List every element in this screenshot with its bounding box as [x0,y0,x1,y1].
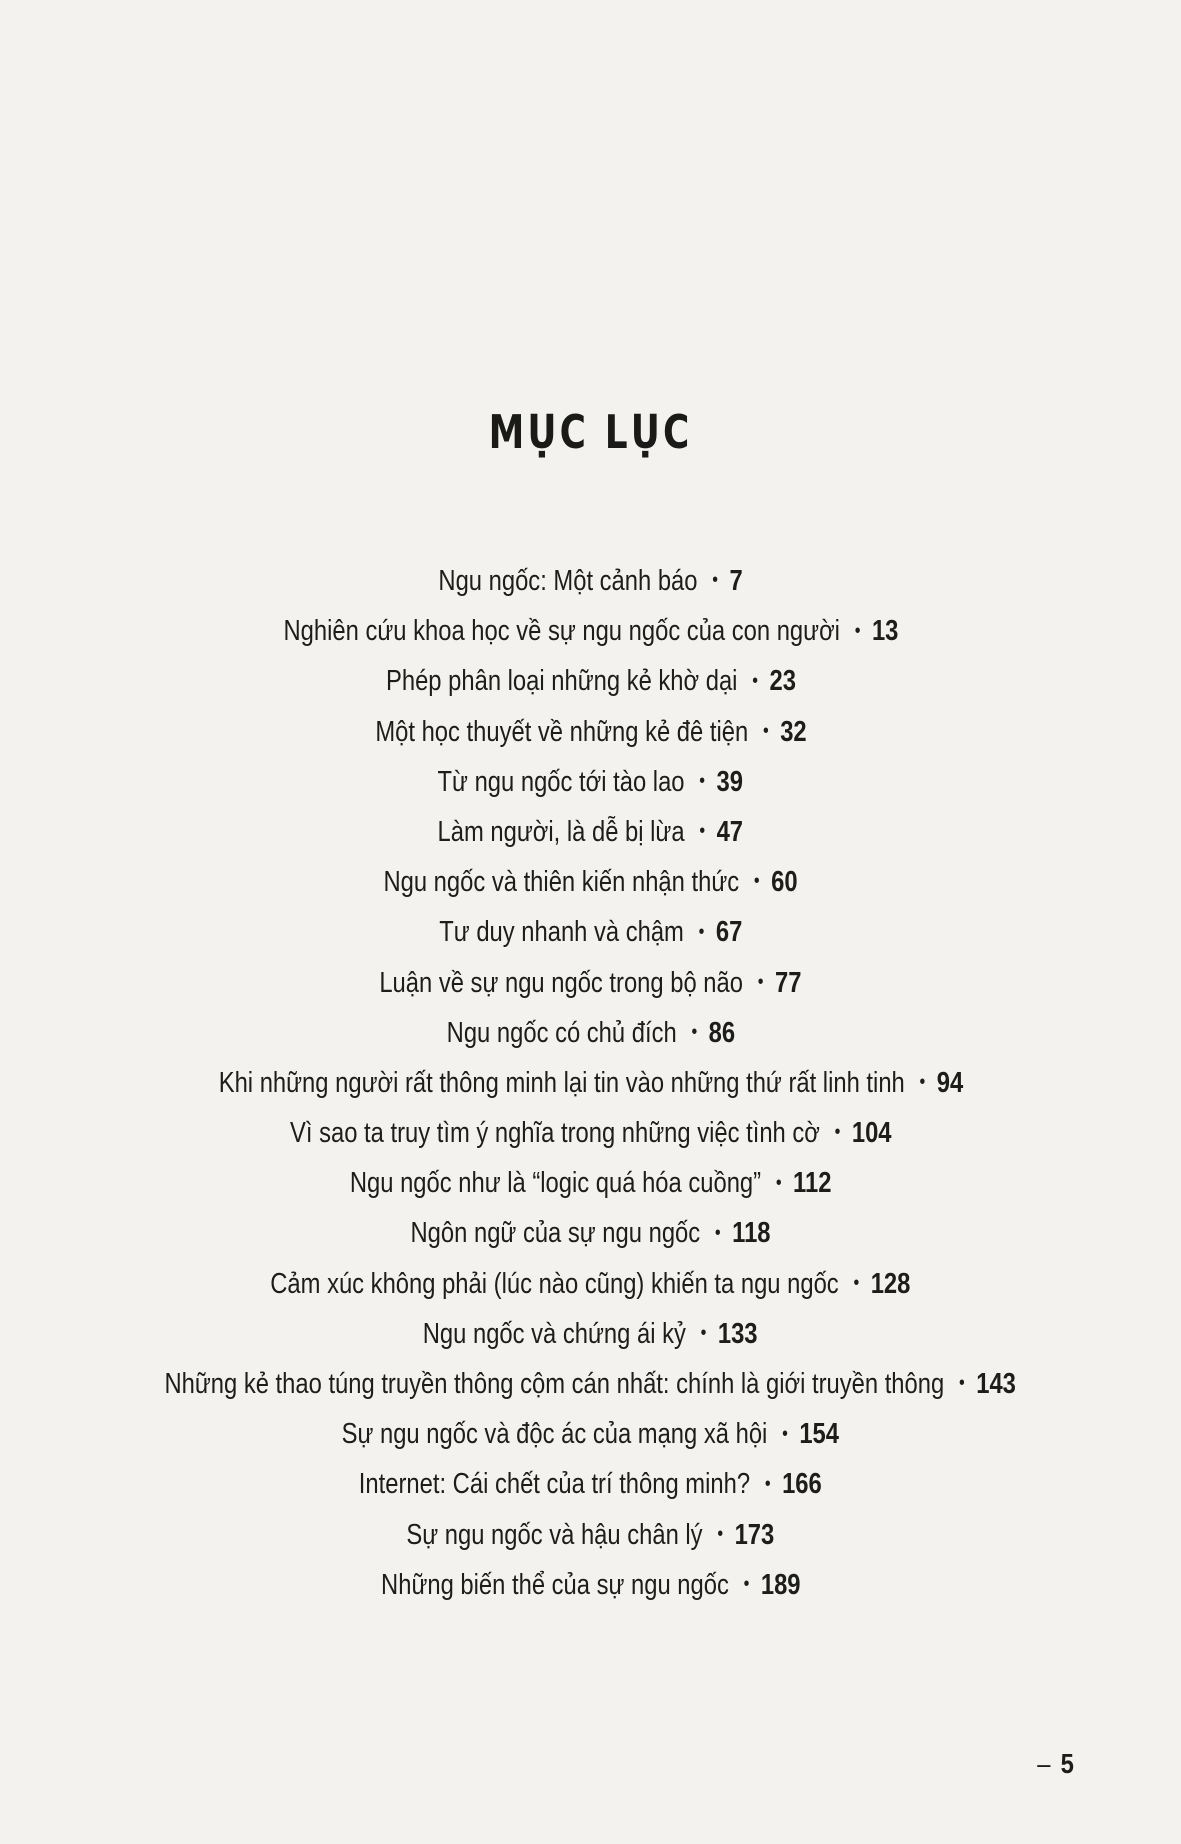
toc-page-number: 133 [718,1317,758,1350]
toc-entry-content [423,1309,758,1360]
toc-entry-content [410,1208,770,1259]
toc-page-number: 112 [792,1167,832,1200]
toc-entry-content [446,1008,734,1059]
toc-page-number: 118 [732,1217,771,1250]
bullet-separator: • [854,619,861,642]
toc-entry-title: Ngu ngốc và thiên kiến nhận thức [383,866,740,899]
toc-page-number: 23 [769,665,796,698]
bullet-separator: • [757,970,764,993]
toc-entry-title: Làm người, là dễ bị lừa [437,815,685,848]
toc-entry [0,757,1181,807]
bullet-separator: • [765,1472,771,1495]
toc-entry-content [439,907,742,958]
toc-entry-title: Internet: Cái chết của trí thông minh? [359,1468,751,1501]
table-of-contents [0,556,1181,1610]
toc-entry-content [350,1158,832,1209]
toc-entry-title: Ngu ngốc: Một cảnh báo [438,565,698,597]
toc-page-number: 94 [936,1066,963,1099]
toc-entry-title: Ngu ngốc như là “logic quá hóa cuồng” [349,1167,761,1200]
toc-entry-content [381,1560,800,1611]
bullet-separator: • [853,1271,860,1294]
bullet-separator: • [775,1171,782,1194]
toc-entry-content [270,1259,910,1310]
toc-page-number: 60 [771,866,798,899]
toc-entry [0,707,1181,757]
bullet-separator: • [714,1221,721,1244]
toc-page-number: 154 [799,1418,840,1451]
toc-entry-title: Những biến thể của sự ngu ngốc [380,1568,729,1601]
bullet-separator: • [698,920,705,943]
toc-page-number: 47 [716,815,744,848]
toc-entry-title: Tư duy nhanh và chậm [438,916,684,949]
toc-entry-title: Những kẻ thao túng truyền thông cộm cán nhất: chính là giới truyền thông [164,1368,945,1400]
toc-page-number: 13 [871,615,898,648]
toc-entry [0,1008,1181,1058]
bullet-separator: • [919,1071,925,1094]
toc-entry-content [218,1058,963,1109]
bullet-separator: • [699,770,706,793]
toc-entry [0,556,1181,606]
toc-page-number: 32 [779,715,807,748]
bullet-separator: • [712,569,718,592]
page-footer [1037,1748,1074,1780]
toc-entry-title: Phép phân loại những kẻ khờ dại [385,665,738,698]
toc-entry-content [438,556,742,607]
toc-page-number: 143 [976,1368,1017,1400]
toc-page-number: 173 [734,1518,775,1551]
toc-entry [0,1459,1181,1509]
page-title: MỤC LỤC [488,404,693,459]
bullet-separator: • [699,820,706,843]
page-number: 5 [1060,1748,1074,1779]
bullet-separator: • [717,1522,724,1545]
toc-entry [0,807,1181,857]
bullet-separator: • [782,1422,789,1445]
toc-entry-content [342,1409,839,1460]
toc-entry-title: Một học thuyết về những kẻ đê tiện [374,715,748,748]
toc-entry [0,907,1181,957]
toc-page-number: 189 [760,1568,801,1601]
toc-entry [0,1359,1181,1409]
toc-entry [0,1409,1181,1459]
toc-page-number: 128 [870,1267,911,1300]
toc-entry [0,857,1181,907]
toc-page-number: 67 [715,916,743,949]
toc-page-number: 7 [729,565,743,597]
toc-entry-title: Nghiên cứu khoa học về sự ngu ngốc của con người [283,615,840,648]
bullet-separator: • [753,870,760,893]
toc-entry-content [283,606,898,657]
toc-entry-content [379,958,801,1009]
toc-entry-title: Từ ngu ngốc tới tào lao [437,765,685,798]
toc-page-number: 39 [716,765,744,798]
toc-entry-title: Ngu ngốc có chủ đích [446,1016,677,1049]
bullet-separator: • [700,1322,707,1345]
bullet-separator: • [834,1121,841,1144]
toc-entry-title: Khi những người rất thông minh lại tin vào những thứ rất linh tinh [218,1066,905,1099]
toc-entry [0,1158,1181,1208]
toc-page-number: 86 [708,1016,735,1049]
toc-entry [0,1510,1181,1560]
bullet-separator: • [959,1372,966,1395]
bullet-separator: • [762,719,769,742]
toc-entry [0,1208,1181,1258]
toc-entry [0,606,1181,656]
toc-entry [0,1058,1181,1108]
toc-page-number: 77 [775,966,802,999]
toc-entry [0,1309,1181,1359]
bullet-separator: • [691,1021,697,1044]
toc-page-number: 166 [782,1468,822,1501]
toc-entry-content [375,707,806,758]
toc-entry [0,656,1181,706]
footer-dash: – [1037,1748,1051,1779]
toc-entry-content [438,757,743,808]
toc-entry-title: Luận về sự ngu ngốc trong bộ não [379,966,744,999]
toc-entry [0,1108,1181,1158]
toc-entry-content [359,1459,822,1510]
toc-entry-content [438,807,744,858]
toc-entry-content [383,857,797,908]
toc-entry-content [407,1510,775,1561]
toc-entry-content [290,1108,892,1159]
toc-entry [0,1560,1181,1610]
toc-entry-title: Vì sao ta truy tìm ý nghĩa trong những việc tình cờ [289,1117,820,1150]
toc-entry-title: Sự ngu ngốc và hậu chân lý [406,1518,703,1551]
toc-entry-title: Cảm xúc không phải (lúc nào cũng) khiến ta ngu ngốc [270,1267,839,1300]
toc-entry-content [165,1359,1016,1410]
toc-entry-title: Sự ngu ngốc và độc ác của mạng xã hội [341,1418,768,1451]
toc-entry-title: Ngôn ngữ của sự ngu ngốc [410,1217,701,1250]
toc-entry-content [386,656,796,707]
toc-entry-title: Ngu ngốc và chứng ái kỷ [423,1317,687,1350]
toc-entry [0,958,1181,1008]
bullet-separator: • [751,669,758,692]
bullet-separator: • [743,1573,750,1596]
toc-entry [0,1259,1181,1309]
toc-page-number: 104 [851,1117,892,1150]
